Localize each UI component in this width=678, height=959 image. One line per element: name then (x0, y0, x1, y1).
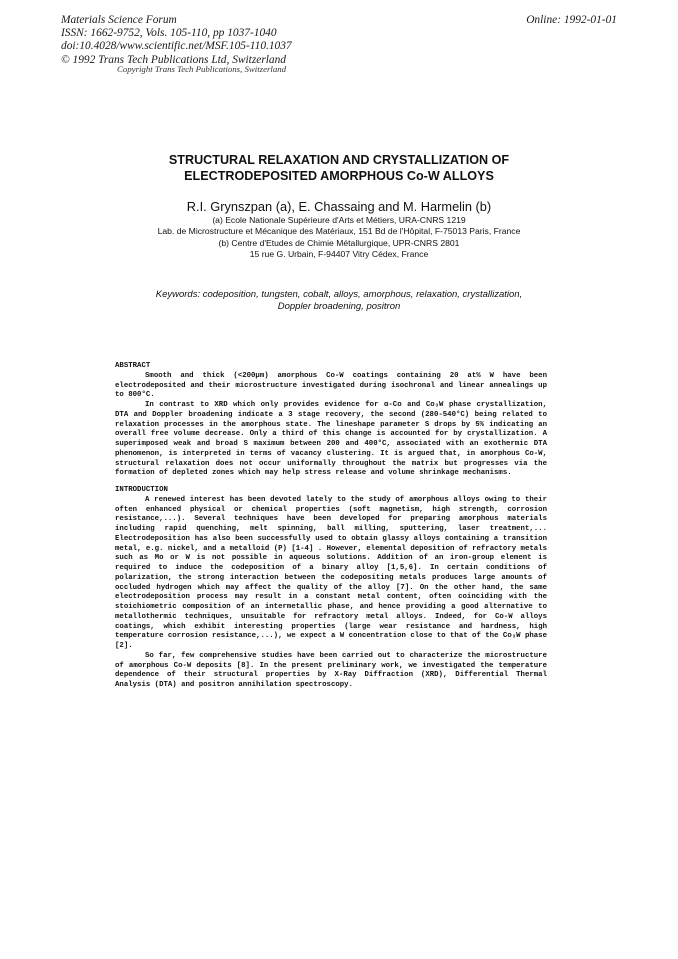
title-line-2: ELECTRODEPOSITED AMORPHOUS Co-W ALLOYS (184, 169, 494, 183)
title-line-1: STRUCTURAL RELAXATION AND CRYSTALLIZATION OF (168, 153, 510, 167)
keywords-line-2: Doppler broadening, positron (277, 300, 401, 312)
abstract-paragraph: Smooth and thick (<200µm) amorphous Co-W coatings containing 20 at% W have been electrodeposited and their microstructure investigated during isochronal and linear annealings up to 800°C. (115, 371, 547, 400)
introduction-paragraph: A renewed interest has been devoted lately to the study of amorphous alloys owing to their often enhanced physical or chemical properties (soft magnetism, high strength, corrosion resistance,...). Several techniques have been developed for preparing amorphous materials including rapid quenching, melt spinning, ball milling, sputtering, laser treatment,... Electrodeposition has also been successfully used to obtain glassy alloys containing a transition metal, e.g. nickel, and a metalloid (P) [1-4] . However, elemental deposition of refractory metals such as Mo or W is not possible in aqueous solutions. Addition of an iron-group element is required to induce the codeposition of a binary alloy [1,5,6]. In certain conditions of polarization, the strong interaction between the codepositing metals produces large amounts of occluded hydrogen which may affect the quality of the alloy [7]. On the other hand, the same electrodeposition process may result in a constant metal content, often coinciding with the stoichiometric composition of an intermetallic phase, and hence providing a good alternative to metallothermic techniques, unsuitable for refractory metal alloys. Indeed, for Co-W alloys coatings, which exhibit interesting properties (large wear resistance and hardness, high temperature corrosion resistance,...), we expect a W concentration close to that of the Co₃W phase [2]. (115, 495, 547, 650)
doi-line: doi:10.4028/www.scientific.net/MSF.105-110.1037 (61, 40, 292, 53)
affiliation-line: (a) Ecole Nationale Supérieure d'Arts et Métiers, URA-CNRS 1219 (212, 215, 466, 225)
publisher-line: © 1992 Trans Tech Publications Ltd, Switzerland (61, 53, 286, 66)
paper-title (0, 152, 678, 184)
affiliations (0, 215, 678, 261)
publication-metadata (61, 14, 292, 67)
affiliation-line: 15 rue G. Urbain, F-94407 Vitry Cédex, France (249, 249, 429, 260)
copyright-line: Copyright Trans Tech Publications, Switzerland (117, 64, 287, 74)
online-date: Online: 1992-01-01 (526, 14, 617, 26)
introduction-paragraph: So far, few comprehensive studies have been carried out to characterize the microstructure of amorphous Co-W deposits [8]. In the present preliminary work, we investigated the temperature dependence of their structural properties by X-Ray Diffraction (XRD), Differential Thermal Analysis (DTA) and positron annihilation spectroscopy. (115, 651, 547, 689)
abstract-heading: ABSTRACT (115, 362, 151, 370)
section-spacer (115, 479, 547, 486)
authors: R.I. Grynszpan (a), E. Chassaing and M. Harmelin (b) (186, 199, 492, 214)
body-text (115, 362, 547, 691)
introduction-heading: INTRODUCTION (115, 486, 168, 494)
abstract-paragraph: In contrast to XRD which only provides evidence for α-Co and Co₃W phase crystallization, DTA and Doppler broadening indicate a 3 stage recovery, the second (280-540°C) being related to relaxation processes in the amorphous state. The lineshape parameter S drops by 5% indicating an overall free volume decrease. Only a third of this change is accounted for by crystallization. A superimposed weak and broad S maximum between 200 and 400°C, associated with an exothermic DTA phenomenon, is interpreted in terms of vacancy clustering. It is argued that, in amorphous Co-W, structural relaxation does not occur uniformally throughout the matrix but progresses via the formation of depleted zones which may help stress release and volume shrinkage mechanisms. (115, 401, 547, 478)
issn-line: ISSN: 1662-9752, Vols. 105-110, pp 1037-1040 (61, 27, 277, 40)
affiliation-line: (b) Centre d'Etudes de Chimie Métallurgique, UPR-CNRS 2801 (218, 237, 460, 248)
keywords-line-1: Keywords: codeposition, tungsten, cobalt, alloys, amorphous, relaxation, crystallization, (155, 289, 523, 300)
journal-name: Materials Science Forum (61, 14, 177, 26)
keywords (0, 289, 678, 312)
affiliation-line: Lab. de Microstructure et Mécanique des Matériaux, 151 Bd de l'Hôpital, F-75013 Paris, France (157, 226, 521, 237)
